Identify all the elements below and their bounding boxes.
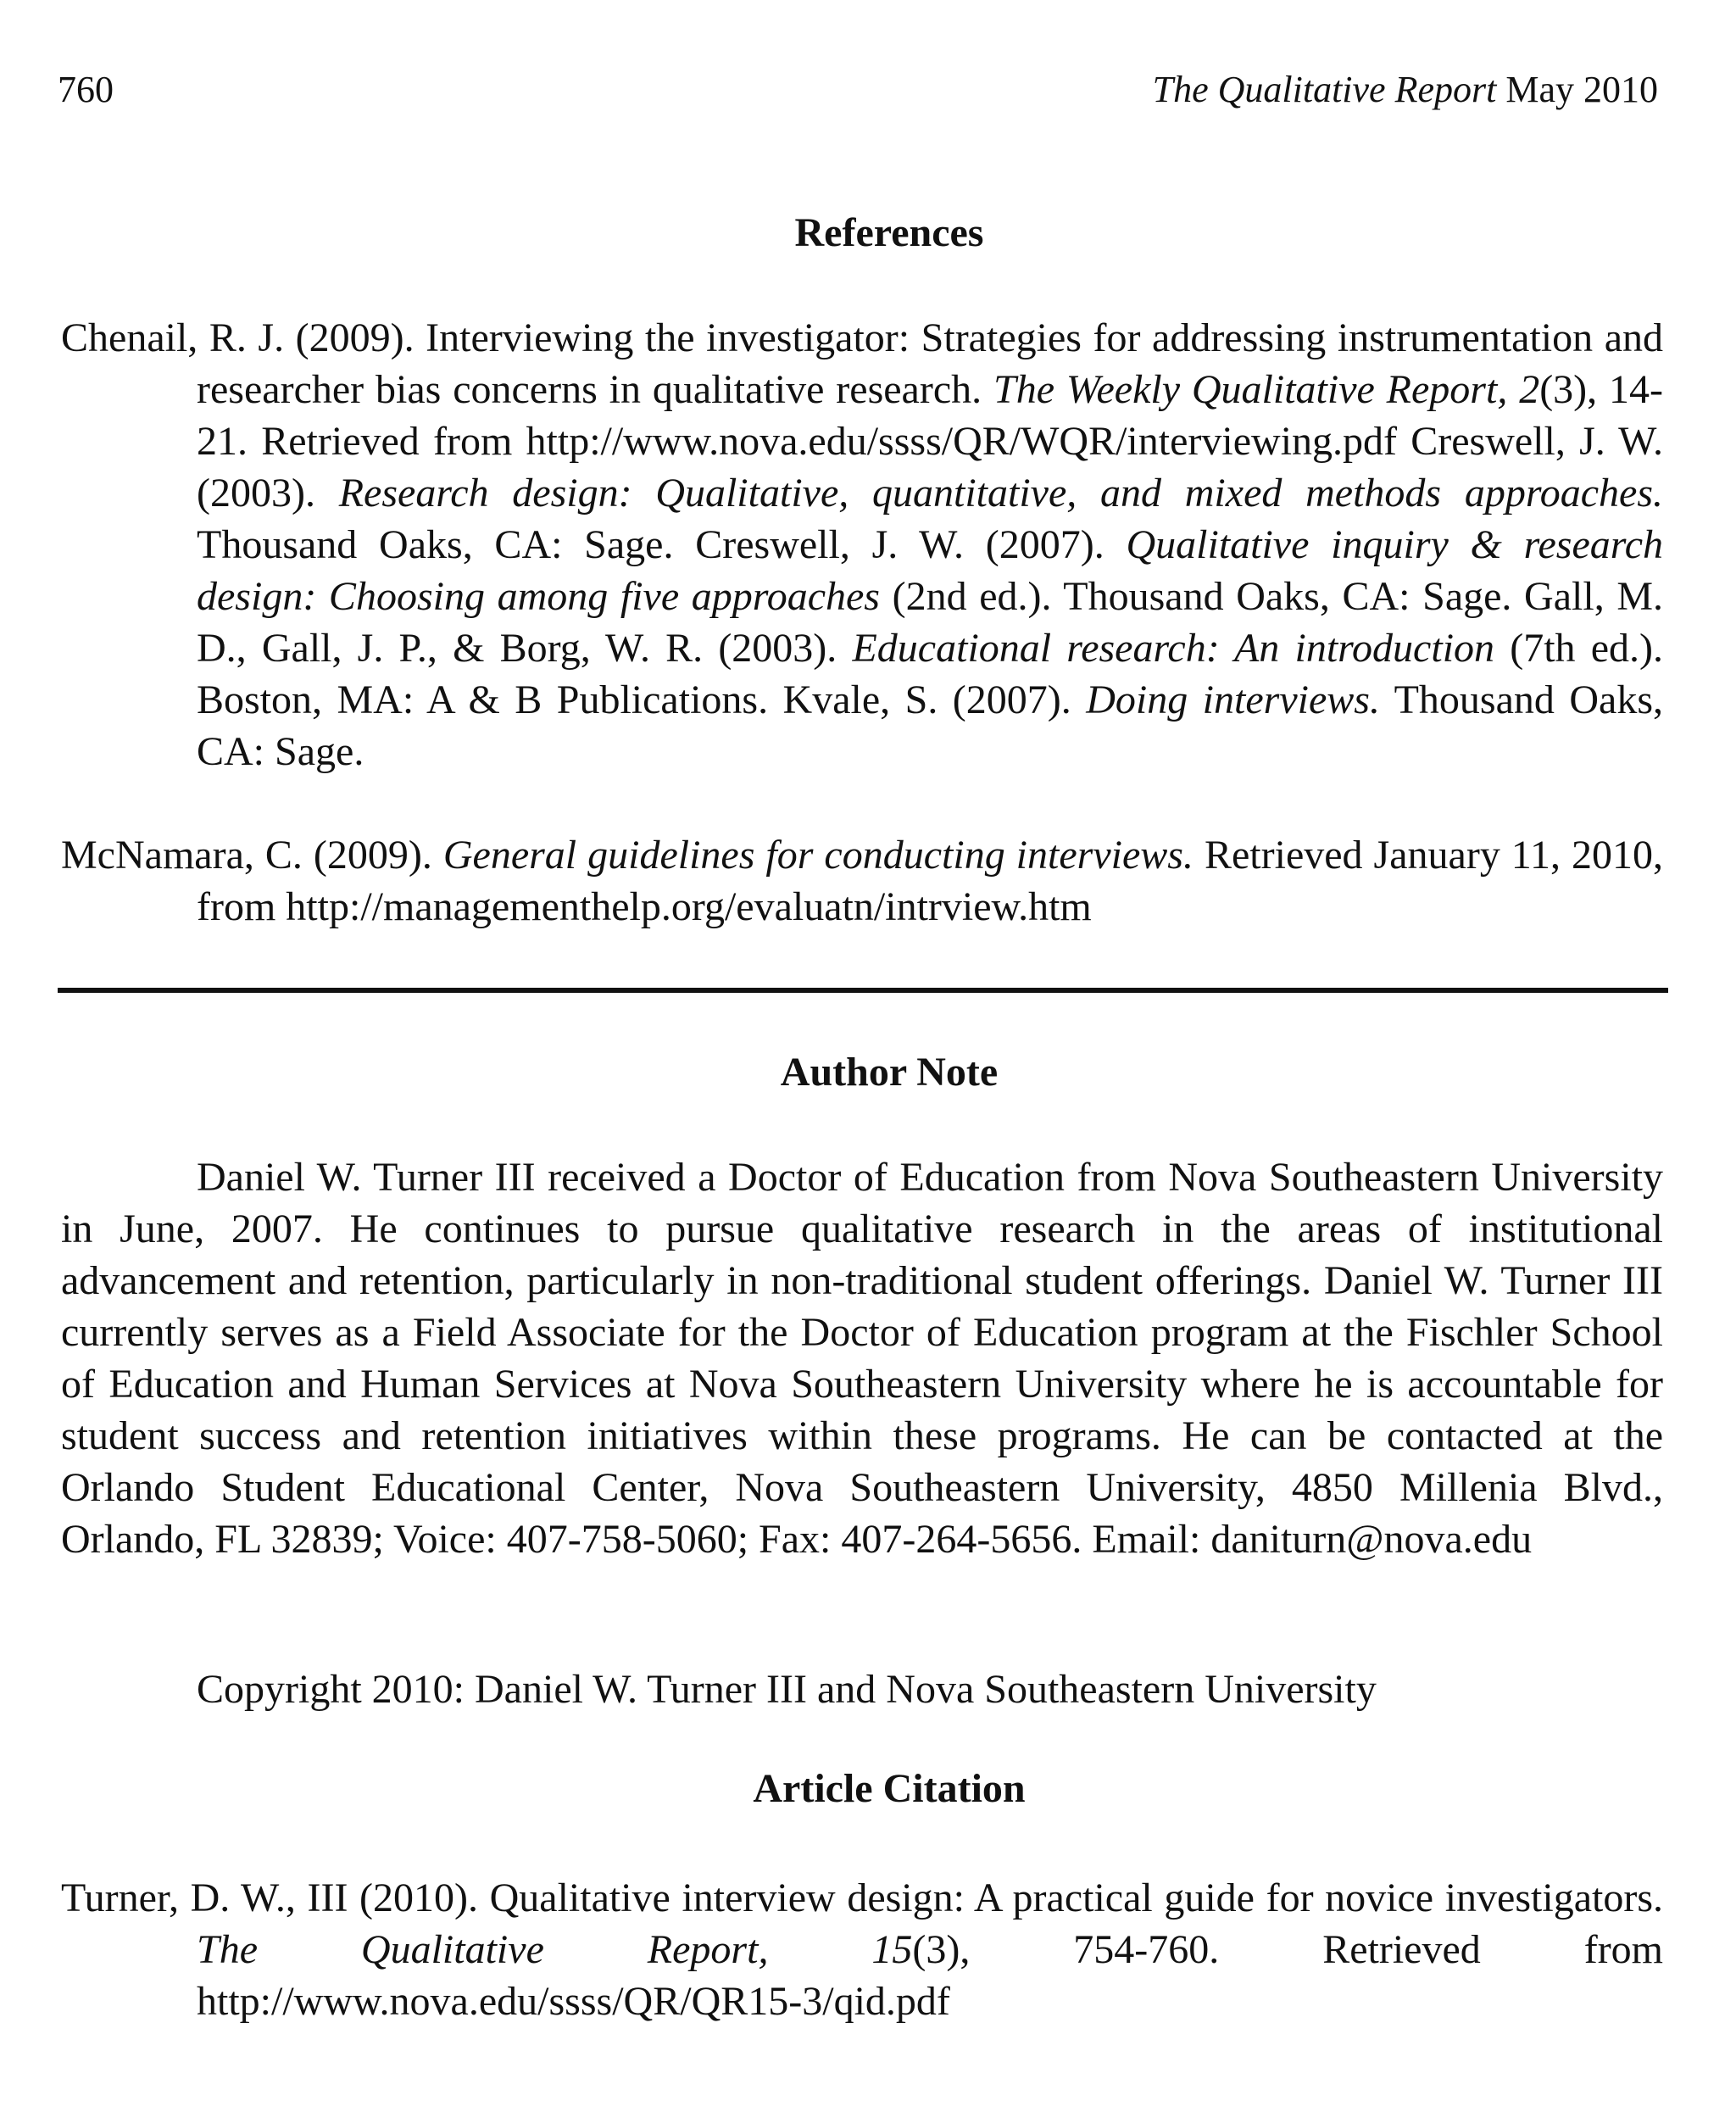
reference-text: Chenail, R. J. (2009). Interviewing the investigator: Strategies for addressing instrumentation and researcher bias concerns in qualitative research. [61,315,1663,412]
author-note-paragraph: Daniel W. Turner III received a Doctor of Education from Nova Southeastern University in June, 2007. He continues to pursue qualitative research in the areas of institutional advancement and retention, particularly in non-traditional student offerings. Daniel W. Turner III currently serves as a Field Associate for the Doctor of Education program at the Fischler School of Education and Human Services at Nova Southeastern University where he is accountable for student success and retention initiatives within these programs. He can be contacted at the Orlando Student Educational Center, Nova Southeastern University, 4850 Millenia Blvd., Orlando, FL 32839; Voice: 407-758-5060; Fax: 407-264-5656. Email: daniturn@nova.edu [61,1155,1663,1562]
journal-title: The Qualitative Report [1152,69,1497,110]
journal-volume: 15 [871,1927,913,1972]
journal-volume: 2 [1519,367,1540,412]
section-divider [58,988,1668,993]
citation-text: (3), 754-760. Retrieved from http://www.nova.edu/ssss/QR/QR15-3/qid.pdf [197,1927,1664,2024]
book-title: Doing interviews. [1086,677,1380,722]
page-number: 760 [58,69,114,110]
journal-info [1153,66,1658,114]
journal-name: The Qualitative Report, [197,1927,769,1972]
reference-entry-mcnamara [61,829,1663,933]
journal-name: The Weekly Qualitative Report, [993,367,1508,412]
reference-text: Thousand Oaks, CA: Sage. [197,677,1663,774]
reference-text: (2nd ed.). Thousand Oaks, CA: Sage. Gall, M. D., Gall, J. P., & Borg, W. R. (2003). [197,574,1664,671]
issue-date: May 2010 [1505,69,1658,110]
reference-text: (3), 14-21. Retrieved from http://www.nova.edu/ssss/QR/WQR/interviewing.pdf Creswell, J. W. (2003). [197,367,1663,515]
author-note-heading: Author Note [780,1050,999,1095]
reference-text: (7th ed.). Boston, MA: A & B Publications. Kvale, S. (2007). [197,626,1664,722]
book-title: Educational research: An introduction [852,626,1495,671]
citation-text: Turner, D. W., III (2010). Qualitative interview design: A practical guide for novice investigators. [61,1875,1663,1920]
reference-text [1507,367,1519,412]
document-title: General guidelines for conducting interviews. [442,833,1194,878]
reference-text: McNamara, C. (2009). [61,833,443,878]
reference-entry-chenail [61,312,1663,777]
references-heading: References [794,210,984,255]
article-citation-heading: Article Citation [753,1766,1026,1811]
book-title: Research design: Qualitative, quantitative, and mixed methods approaches. [338,471,1664,515]
reference-text: Retrieved January 11, 2010, from http://managementhelp.org/evaluatn/intrview.htm [197,833,1664,929]
reference-text: Thousand Oaks, CA: Sage. Creswell, J. W. (2007). [197,522,1127,567]
citation-text [768,1927,871,1972]
book-title: Qualitative inquiry & research design: Choosing among five approaches [197,522,1663,619]
article-citation-entry [61,1872,1663,2027]
copyright-line: Copyright 2010: Daniel W. Turner III and Nova Southeastern University [197,1667,1377,1712]
